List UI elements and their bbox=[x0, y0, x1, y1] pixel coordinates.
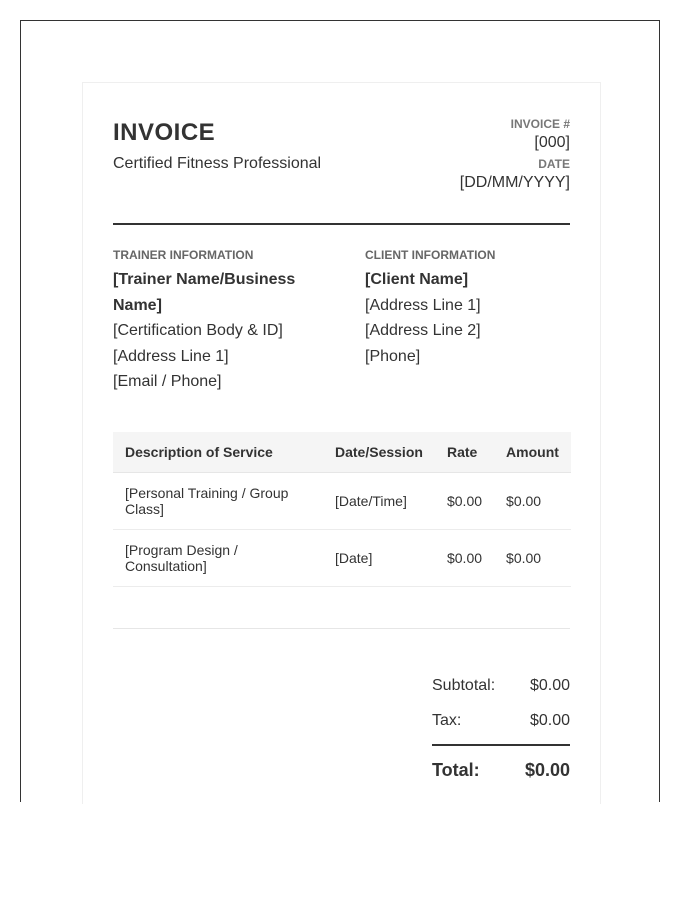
client-address-line-2: [Address Line 2] bbox=[365, 322, 481, 339]
trainer-name: [Trainer Name/Business Name] bbox=[113, 271, 296, 314]
cell-date: [Date] bbox=[323, 530, 435, 587]
trainer-contact: [Email / Phone] bbox=[113, 373, 222, 390]
column-header-date: Date/Session bbox=[323, 432, 435, 473]
invoice-date-label: DATE bbox=[538, 157, 570, 171]
table-footer-divider bbox=[113, 628, 570, 629]
table-row bbox=[113, 530, 571, 587]
invoice-sheet bbox=[82, 82, 601, 804]
subtotal-row bbox=[432, 674, 570, 709]
subtotal-label: Subtotal: bbox=[432, 677, 496, 694]
header-divider bbox=[113, 223, 570, 225]
invoice-number-value: [000] bbox=[534, 134, 570, 151]
trainer-information bbox=[113, 247, 313, 395]
client-name: [Client Name] bbox=[365, 271, 469, 288]
cell-description: [Program Design / Consultation] bbox=[113, 530, 323, 587]
totals-divider bbox=[432, 744, 570, 746]
trainer-heading: TRAINER INFORMATION bbox=[113, 248, 254, 262]
cell-amount: $0.00 bbox=[494, 473, 571, 530]
column-header-description: Description of Service bbox=[113, 432, 323, 473]
column-header-rate: Rate bbox=[435, 432, 494, 473]
cell-rate: $0.00 bbox=[435, 473, 494, 530]
invoice-date-value: [DD/MM/YYYY] bbox=[459, 174, 570, 191]
cell-description: [Personal Training / Group Class] bbox=[113, 473, 323, 530]
total-row bbox=[432, 758, 570, 793]
totals-block bbox=[432, 674, 570, 793]
client-phone: [Phone] bbox=[365, 347, 421, 365]
table-row bbox=[113, 473, 571, 530]
trainer-certification: [Certification Body & ID] bbox=[113, 322, 283, 339]
tax-value: $0.00 bbox=[529, 712, 570, 729]
total-label: Total: bbox=[432, 760, 480, 780]
column-header-amount: Amount bbox=[494, 432, 571, 473]
tax-label: Tax: bbox=[432, 712, 462, 729]
cell-rate: $0.00 bbox=[435, 530, 494, 587]
services-table bbox=[113, 432, 571, 587]
client-address-line-1: [Address Line 1] bbox=[365, 296, 481, 314]
table-header-row bbox=[113, 432, 571, 473]
trainer-address: [Address Line 1] bbox=[113, 347, 229, 365]
total-value: $0.00 bbox=[524, 760, 570, 780]
cell-amount: $0.00 bbox=[494, 530, 571, 587]
page-frame bbox=[20, 20, 660, 802]
invoice-number-label: INVOICE # bbox=[510, 117, 570, 131]
cell-date: [Date/Time] bbox=[323, 473, 435, 530]
tax-row bbox=[432, 709, 570, 744]
client-information bbox=[365, 247, 565, 369]
client-heading: CLIENT INFORMATION bbox=[365, 248, 496, 262]
invoice-title: INVOICE bbox=[113, 119, 216, 146]
subtotal-value: $0.00 bbox=[529, 677, 570, 694]
invoice-meta bbox=[460, 116, 570, 196]
invoice-subtitle: Certified Fitness Professional bbox=[113, 155, 322, 172]
